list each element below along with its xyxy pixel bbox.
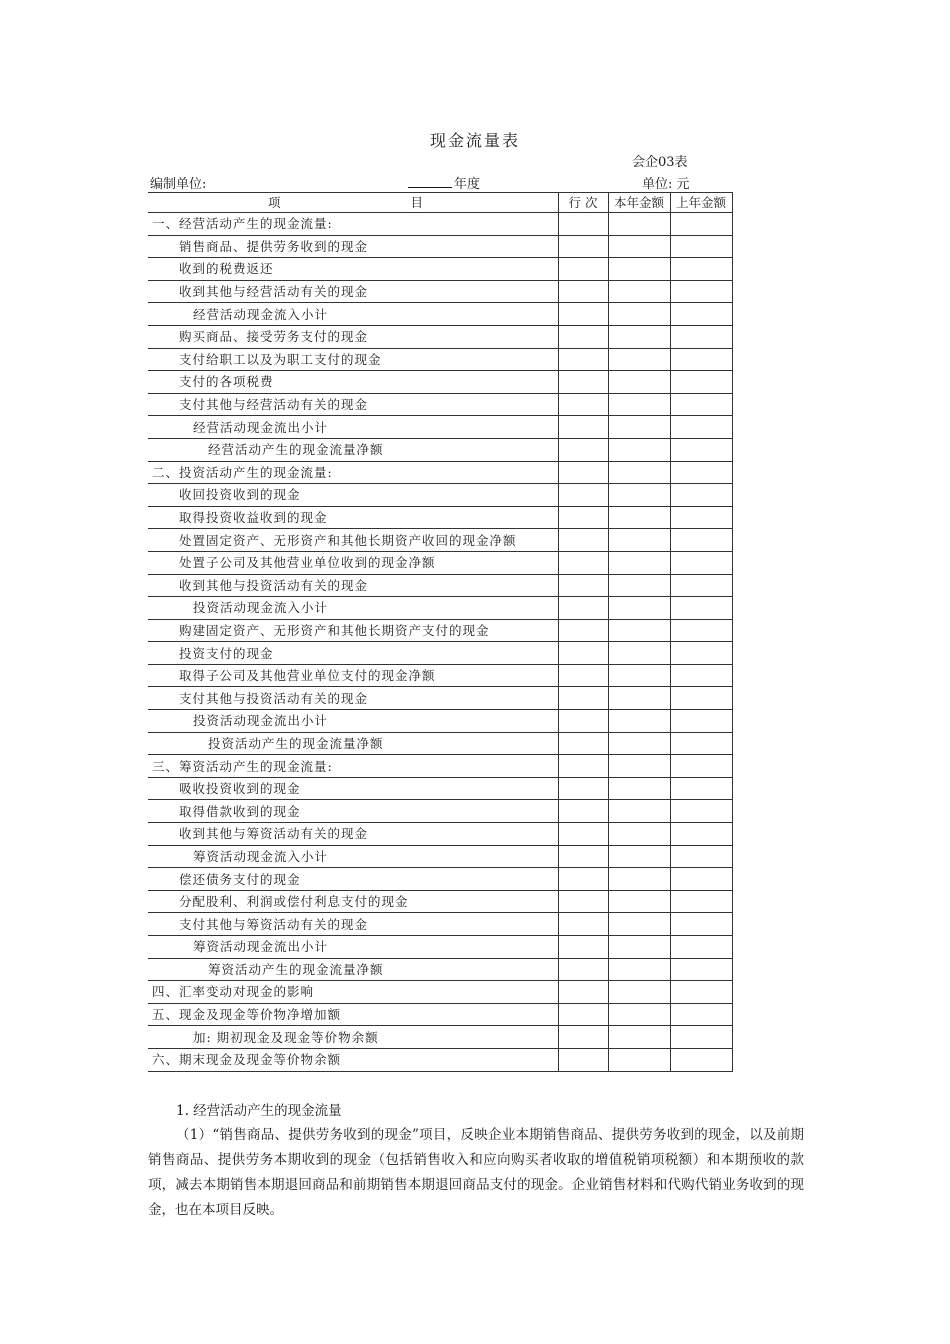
line-cell[interactable] [558,1003,608,1026]
row-label: 筹资活动现金流出小计 [148,936,558,959]
org-label: 编制单位: [150,177,207,192]
current-amount-cell[interactable] [608,958,670,981]
row-label: 支付其他与筹资活动有关的现金 [148,913,558,936]
table-row [148,574,732,597]
form-number: 会企03表 [632,155,688,170]
table-row [148,619,732,642]
row-label: 二、投资活动产生的现金流量: [148,461,558,484]
previous-amount-cell[interactable] [670,325,732,348]
current-amount-cell[interactable] [608,890,670,913]
row-label: 筹资活动产生的现金流量净额 [148,958,558,981]
previous-amount-cell[interactable] [670,664,732,687]
row-label: 投资活动现金流入小计 [148,597,558,620]
previous-amount-cell[interactable] [670,710,732,733]
table-row [148,1026,732,1049]
line-cell[interactable] [558,213,608,236]
line-cell[interactable] [558,506,608,529]
row-label: 四、汇率变动对现金的影响 [148,981,558,1004]
current-amount-cell[interactable] [608,732,670,755]
table-row [148,484,732,507]
table-header-row [148,193,732,213]
previous-amount-cell[interactable] [670,777,732,800]
current-amount-cell[interactable] [608,551,670,574]
line-cell[interactable] [558,393,608,416]
previous-amount-cell[interactable] [670,529,732,552]
line-cell[interactable] [558,732,608,755]
row-label: 收到其他与投资活动有关的现金 [148,574,558,597]
table-row [148,800,732,823]
current-amount-cell[interactable] [608,845,670,868]
current-amount-cell[interactable] [608,1048,670,1071]
current-amount-cell[interactable] [608,348,670,371]
previous-amount-cell[interactable] [670,755,732,778]
previous-amount-cell[interactable] [670,235,732,258]
line-cell[interactable] [558,687,608,710]
column-header-line: 行 次 [558,193,608,213]
table-row [148,958,732,981]
line-cell[interactable] [558,461,608,484]
row-label: 三、筹资活动产生的现金流量: [148,755,558,778]
previous-amount-cell[interactable] [670,574,732,597]
year-label: 年度 [454,177,481,192]
current-amount-cell[interactable] [608,484,670,507]
current-amount-cell[interactable] [608,710,670,733]
table-row [148,303,732,326]
table-row [148,823,732,846]
row-label: 购建固定资产、无形资产和其他长期资产支付的现金 [148,619,558,642]
year-field [408,173,480,192]
current-amount-cell[interactable] [608,506,670,529]
table-row [148,597,732,620]
previous-amount-cell[interactable] [670,551,732,574]
line-cell[interactable] [558,642,608,665]
table-row [148,710,732,733]
current-amount-cell[interactable] [608,664,670,687]
column-header-item: 项 目 [148,193,558,213]
table-row [148,913,732,936]
year-blank [408,175,452,188]
row-label: 收回投资收到的现金 [148,484,558,507]
previous-amount-cell[interactable] [670,642,732,665]
row-label: 筹资活动现金流入小计 [148,845,558,868]
row-label: 收到其他与筹资活动有关的现金 [148,823,558,846]
line-cell[interactable] [558,755,608,778]
row-label: 五、现金及现金等价物净增加额 [148,1003,558,1026]
line-cell[interactable] [558,936,608,959]
row-label: 支付的各项税费 [148,371,558,394]
cash-flow-table [148,192,733,1072]
current-amount-cell[interactable] [608,777,670,800]
table-row [148,755,732,778]
line-cell[interactable] [558,664,608,687]
previous-amount-cell[interactable] [670,1026,732,1049]
line-cell[interactable] [558,348,608,371]
page-title: 现金流量表 [429,131,520,150]
table-row [148,348,732,371]
table-row [148,506,732,529]
table-row [148,438,732,461]
table-row [148,235,732,258]
current-amount-cell[interactable] [608,642,670,665]
line-cell[interactable] [558,484,608,507]
current-amount-cell[interactable] [608,258,670,281]
row-label: 经营活动现金流入小计 [148,303,558,326]
table-row [148,213,732,236]
table-row [148,461,732,484]
current-amount-cell[interactable] [608,529,670,552]
previous-amount-cell[interactable] [670,800,732,823]
previous-amount-cell[interactable] [670,213,732,236]
table-row [148,325,732,348]
current-amount-cell[interactable] [608,936,670,959]
previous-amount-cell[interactable] [670,393,732,416]
column-header-current: 本年金额 [608,193,670,213]
row-label: 经营活动现金流出小计 [148,416,558,439]
row-label: 吸收投资收到的现金 [148,777,558,800]
current-amount-cell[interactable] [608,1026,670,1049]
explanation-paragraph: （1）“销售商品、提供劳务收到的现金”项目，反映企业本期销售商品、提供劳务收到的现金，以及前期销售商品、提供劳务本期收到的现金（包括销售收入和应向购买者收取的增值税销项税额）和本期预收的款项，减去本期销售本期退回商品和前期销售本期退回商品支付的现金。企业销售材料和代购代销业务收到的现金，也在本项目反映。 [148,1127,804,1218]
table-row [148,258,732,281]
current-amount-cell[interactable] [608,597,670,620]
table-row [148,642,732,665]
current-amount-cell[interactable] [608,687,670,710]
table-row [148,529,732,552]
row-label: 一、经营活动产生的现金流量: [148,213,558,236]
previous-amount-cell[interactable] [670,958,732,981]
previous-amount-cell[interactable] [670,936,732,959]
previous-amount-cell[interactable] [670,280,732,303]
row-label: 支付其他与经营活动有关的现金 [148,393,558,416]
current-amount-cell[interactable] [608,371,670,394]
previous-amount-cell[interactable] [670,732,732,755]
section-heading: 1. 经营活动产生的现金流量 [176,1103,342,1119]
row-label: 投资活动现金流出小计 [148,710,558,733]
line-cell[interactable] [558,913,608,936]
previous-amount-cell[interactable] [670,484,732,507]
table-row [148,371,732,394]
line-cell[interactable] [558,1048,608,1071]
line-cell[interactable] [558,303,608,326]
row-label: 收到的税费返还 [148,258,558,281]
previous-amount-cell[interactable] [670,438,732,461]
current-amount-cell[interactable] [608,868,670,891]
line-cell[interactable] [558,1026,608,1049]
previous-amount-cell[interactable] [670,1048,732,1071]
line-cell[interactable] [558,551,608,574]
previous-amount-cell[interactable] [670,461,732,484]
table-row [148,890,732,913]
current-amount-cell[interactable] [608,325,670,348]
previous-amount-cell[interactable] [670,845,732,868]
current-amount-cell[interactable] [608,393,670,416]
current-amount-cell[interactable] [608,1003,670,1026]
table-row [148,868,732,891]
current-amount-cell[interactable] [608,574,670,597]
current-amount-cell[interactable] [608,619,670,642]
current-amount-cell[interactable] [608,823,670,846]
line-cell[interactable] [558,981,608,1004]
line-cell[interactable] [558,280,608,303]
table-row [148,393,732,416]
line-cell[interactable] [558,823,608,846]
previous-amount-cell[interactable] [670,687,732,710]
row-label: 投资支付的现金 [148,642,558,665]
previous-amount-cell[interactable] [670,258,732,281]
row-label: 取得子公司及其他营业单位支付的现金净额 [148,664,558,687]
line-cell[interactable] [558,597,608,620]
previous-amount-cell[interactable] [670,823,732,846]
previous-amount-cell[interactable] [670,506,732,529]
row-label: 支付给职工以及为职工支付的现金 [148,348,558,371]
line-cell[interactable] [558,416,608,439]
table-row [148,416,732,439]
previous-amount-cell[interactable] [670,597,732,620]
current-amount-cell[interactable] [608,913,670,936]
table-row [148,845,732,868]
current-amount-cell[interactable] [608,981,670,1004]
line-cell[interactable] [558,619,608,642]
table-row [148,664,732,687]
row-label: 处置子公司及其他营业单位收到的现金净额 [148,551,558,574]
current-amount-cell[interactable] [608,213,670,236]
line-cell[interactable] [558,710,608,733]
current-amount-cell[interactable] [608,416,670,439]
current-amount-cell[interactable] [608,235,670,258]
currency-label: 单位: 元 [642,177,690,192]
previous-amount-cell[interactable] [670,1003,732,1026]
table-row [148,777,732,800]
previous-amount-cell[interactable] [670,981,732,1004]
current-amount-cell[interactable] [608,800,670,823]
table-row [148,936,732,959]
meta-row [150,173,732,191]
row-label: 加: 期初现金及现金等价物余额 [148,1026,558,1049]
column-header-previous: 上年金额 [670,193,732,213]
table-row [148,687,732,710]
row-label: 支付其他与投资活动有关的现金 [148,687,558,710]
table-row [148,732,732,755]
row-label: 取得投资收益收到的现金 [148,506,558,529]
previous-amount-cell[interactable] [670,913,732,936]
table-row [148,1003,732,1026]
line-cell[interactable] [558,438,608,461]
previous-amount-cell[interactable] [670,348,732,371]
line-cell[interactable] [558,868,608,891]
row-label: 偿还债务支付的现金 [148,868,558,891]
row-label: 收到其他与经营活动有关的现金 [148,280,558,303]
row-label: 取得借款收到的现金 [148,800,558,823]
table-row [148,551,732,574]
line-cell[interactable] [558,958,608,981]
row-label: 六、期末现金及现金等价物余额 [148,1048,558,1071]
row-label: 销售商品、提供劳务收到的现金 [148,235,558,258]
current-amount-cell[interactable] [608,438,670,461]
current-amount-cell[interactable] [608,280,670,303]
current-amount-cell[interactable] [608,755,670,778]
previous-amount-cell[interactable] [670,371,732,394]
table-row [148,280,732,303]
line-cell[interactable] [558,529,608,552]
line-cell[interactable] [558,574,608,597]
previous-amount-cell[interactable] [670,303,732,326]
table-row [148,1048,732,1071]
previous-amount-cell[interactable] [670,890,732,913]
row-label: 处置固定资产、无形资产和其他长期资产收回的现金净额 [148,529,558,552]
line-cell[interactable] [558,258,608,281]
line-cell[interactable] [558,800,608,823]
line-cell[interactable] [558,777,608,800]
row-label: 购买商品、接受劳务支付的现金 [148,325,558,348]
previous-amount-cell[interactable] [670,416,732,439]
line-cell[interactable] [558,235,608,258]
row-label: 分配股利、利润或偿付利息支付的现金 [148,890,558,913]
row-label: 经营活动产生的现金流量净额 [148,438,558,461]
line-cell[interactable] [558,325,608,348]
line-cell[interactable] [558,371,608,394]
line-cell[interactable] [558,845,608,868]
table-row [148,981,732,1004]
current-amount-cell[interactable] [608,461,670,484]
previous-amount-cell[interactable] [670,619,732,642]
current-amount-cell[interactable] [608,303,670,326]
line-cell[interactable] [558,890,608,913]
row-label: 投资活动产生的现金流量净额 [148,732,558,755]
table-body [148,213,732,1072]
previous-amount-cell[interactable] [670,868,732,891]
